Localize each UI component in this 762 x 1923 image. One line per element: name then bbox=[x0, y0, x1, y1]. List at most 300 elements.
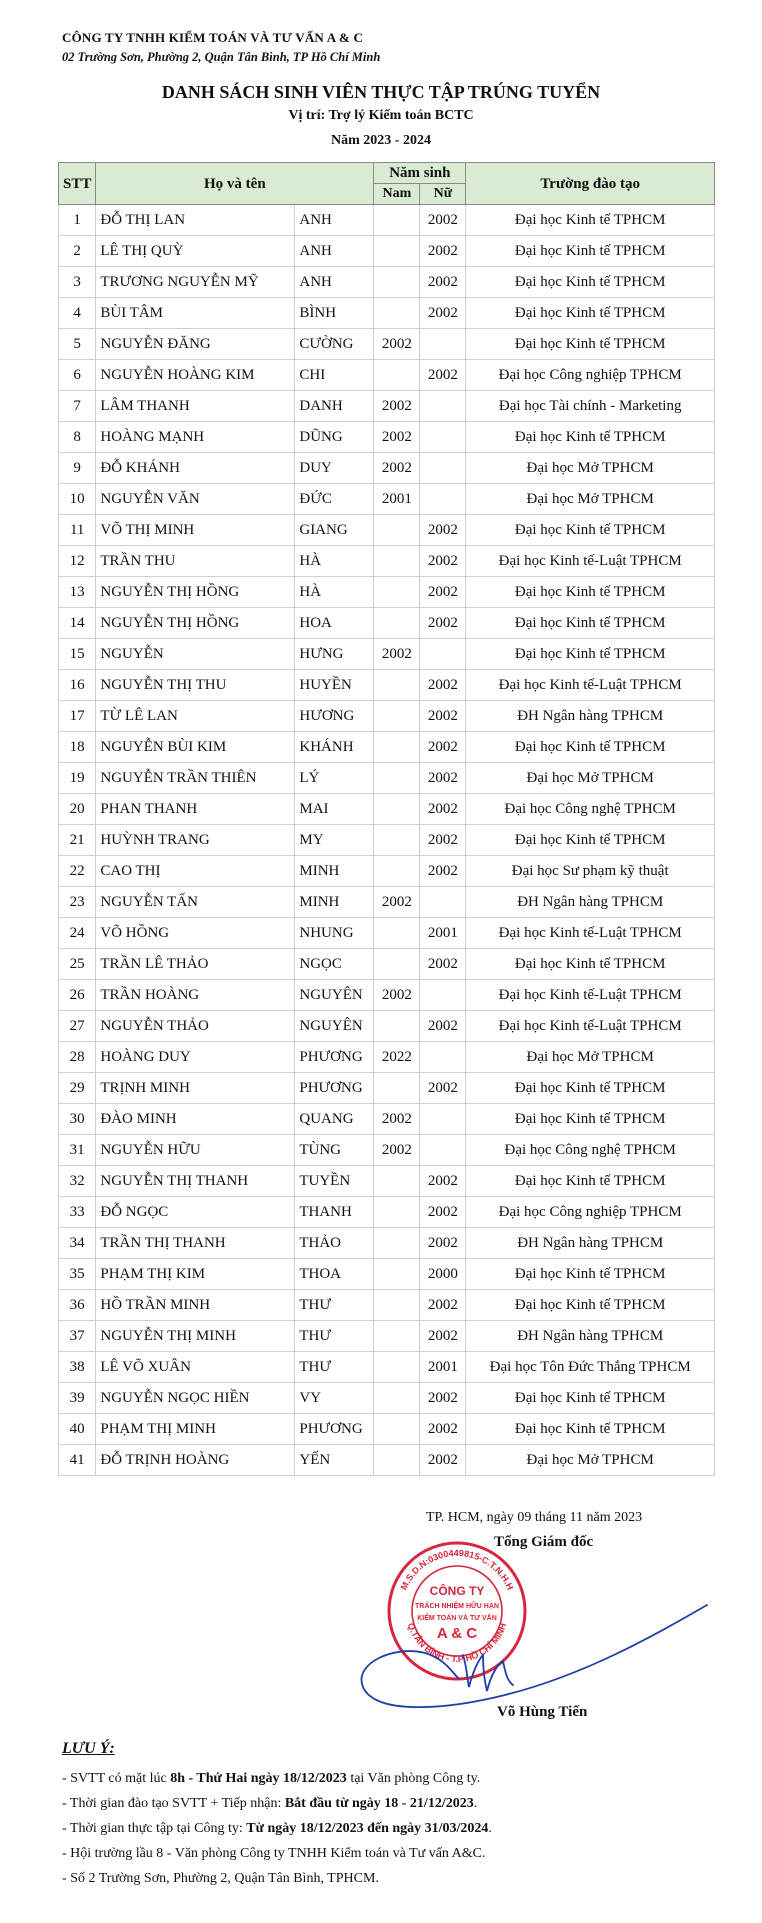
row-male-year: 2002 bbox=[374, 887, 420, 918]
row-male-year: 2001 bbox=[374, 484, 420, 515]
row-male-year bbox=[374, 577, 420, 608]
row-male-year bbox=[374, 298, 420, 329]
row-female-year: 2002 bbox=[420, 236, 466, 267]
row-female-year: 2002 bbox=[420, 1321, 466, 1352]
row-stt: 32 bbox=[59, 1166, 96, 1197]
note-item bbox=[62, 1866, 492, 1891]
row-last-name: NGUYỄN TẤN bbox=[96, 887, 295, 918]
row-last-name: TRƯƠNG NGUYỄN MỸ bbox=[96, 267, 295, 298]
row-last-name: NGUYỄN TRẦN THIÊN bbox=[96, 763, 295, 794]
row-school: Đại học Kinh tế-Luật TPHCM bbox=[466, 546, 715, 577]
row-last-name: NGUYỄN BÙI KIM bbox=[96, 732, 295, 763]
notes-list bbox=[62, 1766, 492, 1891]
row-stt: 23 bbox=[59, 887, 96, 918]
row-male-year bbox=[374, 701, 420, 732]
document-title: DANH SÁCH SINH VIÊN THỰC TẬP TRÚNG TUYỂN bbox=[161, 82, 601, 102]
note-text: - Thời gian thực tập tại Công ty: bbox=[62, 1821, 247, 1836]
row-last-name: LÂM THANH bbox=[96, 391, 295, 422]
row-male-year bbox=[374, 856, 420, 887]
row-school: Đại học Kinh tế TPHCM bbox=[466, 1073, 715, 1104]
table-row bbox=[59, 329, 715, 360]
row-female-year: 2002 bbox=[420, 794, 466, 825]
note-text: - Số 2 Trường Sơn, Phường 2, Quận Tân Bình, TPHCM. bbox=[62, 1871, 379, 1886]
table-row bbox=[59, 1445, 715, 1476]
row-school: Đại học Kinh tế TPHCM bbox=[466, 1166, 715, 1197]
row-school: Đại học Kinh tế TPHCM bbox=[466, 608, 715, 639]
row-stt: 36 bbox=[59, 1290, 96, 1321]
row-stt: 6 bbox=[59, 360, 96, 391]
row-last-name: NGUYỄN bbox=[96, 639, 295, 670]
row-first-name: LÝ bbox=[295, 763, 374, 794]
row-school: Đại học Kinh tế-Luật TPHCM bbox=[466, 980, 715, 1011]
row-last-name: ĐỖ KHÁNH bbox=[96, 453, 295, 484]
row-female-year: 2002 bbox=[420, 949, 466, 980]
row-last-name: NGUYỄN NGỌC HIỀN bbox=[96, 1383, 295, 1414]
row-stt: 22 bbox=[59, 856, 96, 887]
row-stt: 12 bbox=[59, 546, 96, 577]
row-first-name: MINH bbox=[295, 856, 374, 887]
row-first-name: TÙNG bbox=[295, 1135, 374, 1166]
row-last-name: NGUYỄN ĐĂNG bbox=[96, 329, 295, 360]
row-school: Đại học Kinh tế TPHCM bbox=[466, 329, 715, 360]
svg-text:M.S.D.N:0300449815-C.T.N.H.H: M.S.D.N:0300449815-C.T.N.H.H bbox=[398, 1547, 516, 1592]
row-last-name: NGUYỄN THỊ HỒNG bbox=[96, 577, 295, 608]
row-male-year bbox=[374, 205, 420, 236]
row-first-name: HOA bbox=[295, 608, 374, 639]
row-school: Đại học Kinh tế-Luật TPHCM bbox=[466, 918, 715, 949]
table-row bbox=[59, 236, 715, 267]
row-first-name: HÀ bbox=[295, 577, 374, 608]
table-row bbox=[59, 794, 715, 825]
row-male-year: 2002 bbox=[374, 639, 420, 670]
row-school: Đại học Kinh tế TPHCM bbox=[466, 732, 715, 763]
svg-text:Q.TÂN BÌNH - T.P HỒ CHÍ MINH: Q.TÂN BÌNH - T.P HỒ CHÍ MINH bbox=[405, 1621, 509, 1665]
row-last-name: ĐÀO MINH bbox=[96, 1104, 295, 1135]
table-row bbox=[59, 205, 715, 236]
table-row bbox=[59, 639, 715, 670]
signing-date: TP. HCM, ngày 09 tháng 11 năm 2023 bbox=[426, 1510, 643, 1525]
table-row bbox=[59, 1290, 715, 1321]
table-row bbox=[59, 856, 715, 887]
row-school: ĐH Ngân hàng TPHCM bbox=[466, 887, 715, 918]
table-row bbox=[59, 1228, 715, 1259]
row-last-name: TRẦN THU bbox=[96, 546, 295, 577]
table-row bbox=[59, 546, 715, 577]
row-first-name: HÀ bbox=[295, 546, 374, 577]
row-last-name: BÙI TÂM bbox=[96, 298, 295, 329]
row-stt: 30 bbox=[59, 1104, 96, 1135]
row-stt: 3 bbox=[59, 267, 96, 298]
table-row bbox=[59, 670, 715, 701]
row-male-year bbox=[374, 360, 420, 391]
row-male-year bbox=[374, 1352, 420, 1383]
table-row bbox=[59, 422, 715, 453]
row-male-year bbox=[374, 515, 420, 546]
row-stt: 24 bbox=[59, 918, 96, 949]
row-stt: 34 bbox=[59, 1228, 96, 1259]
table-row bbox=[59, 887, 715, 918]
row-last-name: HOÀNG DUY bbox=[96, 1042, 295, 1073]
row-last-name: TỪ LÊ LAN bbox=[96, 701, 295, 732]
table-row bbox=[59, 701, 715, 732]
row-first-name: DŨNG bbox=[295, 422, 374, 453]
row-female-year: 2002 bbox=[420, 701, 466, 732]
row-last-name: NGUYỄN HOÀNG KIM bbox=[96, 360, 295, 391]
signer-name: Võ Hùng Tiến bbox=[497, 1704, 588, 1720]
row-female-year bbox=[420, 453, 466, 484]
note-item bbox=[62, 1766, 492, 1791]
row-school: Đại học Kinh tế TPHCM bbox=[466, 205, 715, 236]
row-first-name: ANH bbox=[295, 205, 374, 236]
table-row bbox=[59, 267, 715, 298]
row-first-name: PHƯƠNG bbox=[295, 1042, 374, 1073]
row-stt: 21 bbox=[59, 825, 96, 856]
row-last-name: HOÀNG MẠNH bbox=[96, 422, 295, 453]
row-female-year: 2002 bbox=[420, 825, 466, 856]
row-last-name: LÊ VÕ XUÂN bbox=[96, 1352, 295, 1383]
table-row bbox=[59, 360, 715, 391]
table-row bbox=[59, 1197, 715, 1228]
row-first-name: NGUYÊN bbox=[295, 980, 374, 1011]
row-first-name: VY bbox=[295, 1383, 374, 1414]
row-male-year bbox=[374, 1414, 420, 1445]
row-last-name: NGUYỄN HỮU bbox=[96, 1135, 295, 1166]
row-male-year: 2002 bbox=[374, 329, 420, 360]
row-female-year: 2000 bbox=[420, 1259, 466, 1290]
svg-text:KIỂM TOÁN VÀ TƯ VẤN: KIỂM TOÁN VÀ TƯ VẤN bbox=[417, 1615, 497, 1622]
table-row bbox=[59, 1104, 715, 1135]
row-school: Đại học Công nghiệp TPHCM bbox=[466, 360, 715, 391]
row-female-year bbox=[420, 980, 466, 1011]
table-row bbox=[59, 1042, 715, 1073]
row-female-year: 2002 bbox=[420, 608, 466, 639]
row-school: ĐH Ngân hàng TPHCM bbox=[466, 701, 715, 732]
row-last-name: ĐỖ NGỌC bbox=[96, 1197, 295, 1228]
row-stt: 15 bbox=[59, 639, 96, 670]
row-stt: 10 bbox=[59, 484, 96, 515]
row-first-name: HUYỀN bbox=[295, 670, 374, 701]
row-male-year bbox=[374, 1197, 420, 1228]
table-row bbox=[59, 1073, 715, 1104]
row-first-name: NGỌC bbox=[295, 949, 374, 980]
table-row bbox=[59, 515, 715, 546]
row-female-year: 2002 bbox=[420, 732, 466, 763]
table-row bbox=[59, 949, 715, 980]
table-row bbox=[59, 980, 715, 1011]
row-stt: 28 bbox=[59, 1042, 96, 1073]
intern-table-body bbox=[59, 205, 715, 1476]
row-male-year: 2002 bbox=[374, 980, 420, 1011]
note-item bbox=[62, 1841, 492, 1866]
row-male-year bbox=[374, 670, 420, 701]
row-male-year bbox=[374, 546, 420, 577]
row-first-name: MAI bbox=[295, 794, 374, 825]
row-school: Đại học Kinh tế-Luật TPHCM bbox=[466, 670, 715, 701]
row-first-name: CHI bbox=[295, 360, 374, 391]
row-male-year bbox=[374, 1445, 420, 1476]
row-first-name: YẾN bbox=[295, 1445, 374, 1476]
row-male-year: 2002 bbox=[374, 422, 420, 453]
note-text: - Hội trường lầu 8 - Văn phòng Công ty TNHH Kiểm toán và Tư vấn A&C. bbox=[62, 1846, 486, 1861]
note-text-end: tại Văn phòng Công ty. bbox=[346, 1771, 481, 1786]
table-row bbox=[59, 1259, 715, 1290]
row-female-year bbox=[420, 1042, 466, 1073]
row-stt: 26 bbox=[59, 980, 96, 1011]
row-school: Đại học Kinh tế TPHCM bbox=[466, 825, 715, 856]
row-stt: 4 bbox=[59, 298, 96, 329]
row-first-name: HƯNG bbox=[295, 639, 374, 670]
row-first-name: PHƯƠNG bbox=[295, 1073, 374, 1104]
row-last-name: NGUYỄN THẢO bbox=[96, 1011, 295, 1042]
row-female-year: 2002 bbox=[420, 1228, 466, 1259]
row-first-name: MY bbox=[295, 825, 374, 856]
intern-table bbox=[58, 162, 715, 1476]
row-last-name: VÕ HỒNG bbox=[96, 918, 295, 949]
row-last-name: HỒ TRẦN MINH bbox=[96, 1290, 295, 1321]
row-male-year: 2002 bbox=[374, 1135, 420, 1166]
row-last-name: ĐỖ THỊ LAN bbox=[96, 205, 295, 236]
table-row bbox=[59, 918, 715, 949]
row-last-name: NGUYỄN THỊ THU bbox=[96, 670, 295, 701]
row-stt: 8 bbox=[59, 422, 96, 453]
row-school: Đại học Công nghiệp TPHCM bbox=[466, 1197, 715, 1228]
table-row bbox=[59, 825, 715, 856]
position-line: Vị trí: Trợ lý Kiểm toán BCTC bbox=[288, 108, 474, 123]
row-female-year: 2002 bbox=[420, 856, 466, 887]
row-female-year: 2002 bbox=[420, 205, 466, 236]
row-stt: 31 bbox=[59, 1135, 96, 1166]
row-first-name: DUY bbox=[295, 453, 374, 484]
row-school: Đại học Kinh tế TPHCM bbox=[466, 267, 715, 298]
row-school: Đại học Kinh tế TPHCM bbox=[466, 298, 715, 329]
row-school: Đại học Công nghệ TPHCM bbox=[466, 1135, 715, 1166]
note-emphasis: Từ ngày 18/12/2023 đến ngày 31/03/2024 bbox=[246, 1821, 489, 1836]
row-last-name: PHAN THANH bbox=[96, 794, 295, 825]
row-first-name: MINH bbox=[295, 887, 374, 918]
row-female-year: 2002 bbox=[420, 577, 466, 608]
row-school: Đại học Mở TPHCM bbox=[466, 763, 715, 794]
row-last-name: TRẦN LÊ THẢO bbox=[96, 949, 295, 980]
row-female-year: 2002 bbox=[420, 1073, 466, 1104]
row-first-name: ANH bbox=[295, 267, 374, 298]
row-female-year: 2002 bbox=[420, 1166, 466, 1197]
table-row bbox=[59, 298, 715, 329]
row-school: Đại học Kinh tế-Luật TPHCM bbox=[466, 1011, 715, 1042]
row-first-name: ĐỨC bbox=[295, 484, 374, 515]
row-school: Đại học Mở TPHCM bbox=[466, 1042, 715, 1073]
row-male-year bbox=[374, 1290, 420, 1321]
row-female-year bbox=[420, 1104, 466, 1135]
row-male-year bbox=[374, 1011, 420, 1042]
row-last-name: TRỊNH MINH bbox=[96, 1073, 295, 1104]
row-last-name: NGUYỄN THỊ MINH bbox=[96, 1321, 295, 1352]
row-school: Đại học Sư phạm kỹ thuật bbox=[466, 856, 715, 887]
row-first-name: QUANG bbox=[295, 1104, 374, 1135]
row-first-name: THƯ bbox=[295, 1290, 374, 1321]
row-stt: 27 bbox=[59, 1011, 96, 1042]
table-row bbox=[59, 484, 715, 515]
row-stt: 29 bbox=[59, 1073, 96, 1104]
row-male-year bbox=[374, 608, 420, 639]
row-female-year: 2001 bbox=[420, 1352, 466, 1383]
row-female-year: 2002 bbox=[420, 1197, 466, 1228]
row-first-name: THẢO bbox=[295, 1228, 374, 1259]
row-stt: 35 bbox=[59, 1259, 96, 1290]
row-male-year bbox=[374, 732, 420, 763]
table-row bbox=[59, 763, 715, 794]
table-row bbox=[59, 1321, 715, 1352]
row-school: Đại học Mở TPHCM bbox=[466, 453, 715, 484]
table-row bbox=[59, 1383, 715, 1414]
row-first-name: ANH bbox=[295, 236, 374, 267]
row-stt: 40 bbox=[59, 1414, 96, 1445]
row-school: Đại học Tài chính - Marketing bbox=[466, 391, 715, 422]
row-school: ĐH Ngân hàng TPHCM bbox=[466, 1228, 715, 1259]
row-stt: 17 bbox=[59, 701, 96, 732]
row-female-year bbox=[420, 391, 466, 422]
row-female-year: 2002 bbox=[420, 670, 466, 701]
row-stt: 20 bbox=[59, 794, 96, 825]
row-stt: 11 bbox=[59, 515, 96, 546]
row-male-year bbox=[374, 918, 420, 949]
note-text-end: . bbox=[488, 1821, 492, 1836]
row-school: Đại học Kinh tế TPHCM bbox=[466, 236, 715, 267]
svg-text:CÔNG TY: CÔNG TY bbox=[429, 1584, 485, 1598]
table-row bbox=[59, 453, 715, 484]
row-male-year bbox=[374, 1259, 420, 1290]
row-school: Đại học Kinh tế TPHCM bbox=[466, 515, 715, 546]
row-stt: 25 bbox=[59, 949, 96, 980]
row-male-year bbox=[374, 763, 420, 794]
row-first-name: PHƯƠNG bbox=[295, 1414, 374, 1445]
row-first-name: THANH bbox=[295, 1197, 374, 1228]
row-male-year bbox=[374, 1321, 420, 1352]
row-female-year: 2002 bbox=[420, 298, 466, 329]
header-stt: STT bbox=[59, 163, 96, 205]
row-school: Đại học Mở TPHCM bbox=[466, 1445, 715, 1476]
header-name: Họ và tên bbox=[96, 163, 374, 205]
notes-title: LƯU Ý: bbox=[62, 1740, 115, 1757]
row-last-name: NGUYỄN THỊ HỒNG bbox=[96, 608, 295, 639]
row-last-name: NGUYỄN THỊ THANH bbox=[96, 1166, 295, 1197]
header-female: Nữ bbox=[420, 184, 466, 205]
row-male-year bbox=[374, 949, 420, 980]
row-female-year: 2002 bbox=[420, 515, 466, 546]
row-female-year: 2002 bbox=[420, 1414, 466, 1445]
row-female-year bbox=[420, 1135, 466, 1166]
row-female-year bbox=[420, 887, 466, 918]
row-male-year bbox=[374, 794, 420, 825]
row-female-year bbox=[420, 329, 466, 360]
row-male-year bbox=[374, 1166, 420, 1197]
row-stt: 2 bbox=[59, 236, 96, 267]
svg-text:A & C: A & C bbox=[436, 1625, 478, 1642]
signer-role: Tổng Giám đốc bbox=[494, 1534, 594, 1550]
row-school: Đại học Mở TPHCM bbox=[466, 484, 715, 515]
row-stt: 41 bbox=[59, 1445, 96, 1476]
row-male-year bbox=[374, 267, 420, 298]
row-last-name: ĐỖ TRỊNH HOÀNG bbox=[96, 1445, 295, 1476]
table-row bbox=[59, 608, 715, 639]
row-male-year bbox=[374, 1228, 420, 1259]
row-female-year: 2002 bbox=[420, 360, 466, 391]
row-school: Đại học Kinh tế TPHCM bbox=[466, 949, 715, 980]
row-last-name: VÕ THỊ MINH bbox=[96, 515, 295, 546]
table-row bbox=[59, 1135, 715, 1166]
row-female-year: 2002 bbox=[420, 267, 466, 298]
row-last-name: CAO THỊ bbox=[96, 856, 295, 887]
row-male-year bbox=[374, 1383, 420, 1414]
table-row bbox=[59, 732, 715, 763]
table-row bbox=[59, 1166, 715, 1197]
row-stt: 5 bbox=[59, 329, 96, 360]
row-last-name: LÊ THỊ QUỲ bbox=[96, 236, 295, 267]
row-male-year: 2002 bbox=[374, 1104, 420, 1135]
row-female-year bbox=[420, 484, 466, 515]
row-school: Đại học Kinh tế TPHCM bbox=[466, 1414, 715, 1445]
row-school: Đại học Kinh tế TPHCM bbox=[466, 422, 715, 453]
note-text: - Thời gian đào tạo SVTT + Tiếp nhận: bbox=[62, 1796, 285, 1811]
row-male-year bbox=[374, 825, 420, 856]
row-last-name: TRẦN HOÀNG bbox=[96, 980, 295, 1011]
note-emphasis: Bắt đầu từ ngày 18 - 21/12/2023 bbox=[284, 1796, 474, 1811]
row-first-name: HƯƠNG bbox=[295, 701, 374, 732]
row-last-name: HUỲNH TRANG bbox=[96, 825, 295, 856]
row-female-year bbox=[420, 639, 466, 670]
row-female-year: 2002 bbox=[420, 1011, 466, 1042]
row-female-year: 2002 bbox=[420, 546, 466, 577]
note-text: - SVTT có mặt lúc bbox=[62, 1771, 171, 1786]
row-first-name: THƯ bbox=[295, 1321, 374, 1352]
note-item bbox=[62, 1791, 492, 1816]
table-row bbox=[59, 1352, 715, 1383]
row-female-year: 2001 bbox=[420, 918, 466, 949]
row-female-year: 2002 bbox=[420, 1290, 466, 1321]
row-school: Đại học Kinh tế TPHCM bbox=[466, 1290, 715, 1321]
row-first-name: TUYỀN bbox=[295, 1166, 374, 1197]
table-row bbox=[59, 391, 715, 422]
row-male-year: 2002 bbox=[374, 391, 420, 422]
row-stt: 38 bbox=[59, 1352, 96, 1383]
row-last-name: PHẠM THỊ KIM bbox=[96, 1259, 295, 1290]
table-row bbox=[59, 1414, 715, 1445]
table-row bbox=[59, 1011, 715, 1042]
header-male: Nam bbox=[374, 184, 420, 205]
row-stt: 33 bbox=[59, 1197, 96, 1228]
row-stt: 18 bbox=[59, 732, 96, 763]
row-school: Đại học Kinh tế TPHCM bbox=[466, 1259, 715, 1290]
row-stt: 19 bbox=[59, 763, 96, 794]
row-stt: 39 bbox=[59, 1383, 96, 1414]
row-stt: 1 bbox=[59, 205, 96, 236]
row-female-year: 2002 bbox=[420, 1445, 466, 1476]
row-male-year bbox=[374, 236, 420, 267]
row-first-name: THOA bbox=[295, 1259, 374, 1290]
row-stt: 14 bbox=[59, 608, 96, 639]
row-first-name: GIANG bbox=[295, 515, 374, 546]
row-school: Đại học Công nghệ TPHCM bbox=[466, 794, 715, 825]
row-female-year bbox=[420, 422, 466, 453]
row-school: Đại học Kinh tế TPHCM bbox=[466, 639, 715, 670]
row-first-name: NHUNG bbox=[295, 918, 374, 949]
company-name: CÔNG TY TNHH KIỂM TOÁN VÀ TƯ VẤN A & C bbox=[62, 30, 364, 45]
table-row bbox=[59, 577, 715, 608]
row-first-name: KHÁNH bbox=[295, 732, 374, 763]
svg-text:TRÁCH NHIỆM HỮU HẠN: TRÁCH NHIỆM HỮU HẠN bbox=[415, 1603, 499, 1610]
row-stt: 9 bbox=[59, 453, 96, 484]
row-school: Đại học Kinh tế TPHCM bbox=[466, 1104, 715, 1135]
row-stt: 16 bbox=[59, 670, 96, 701]
